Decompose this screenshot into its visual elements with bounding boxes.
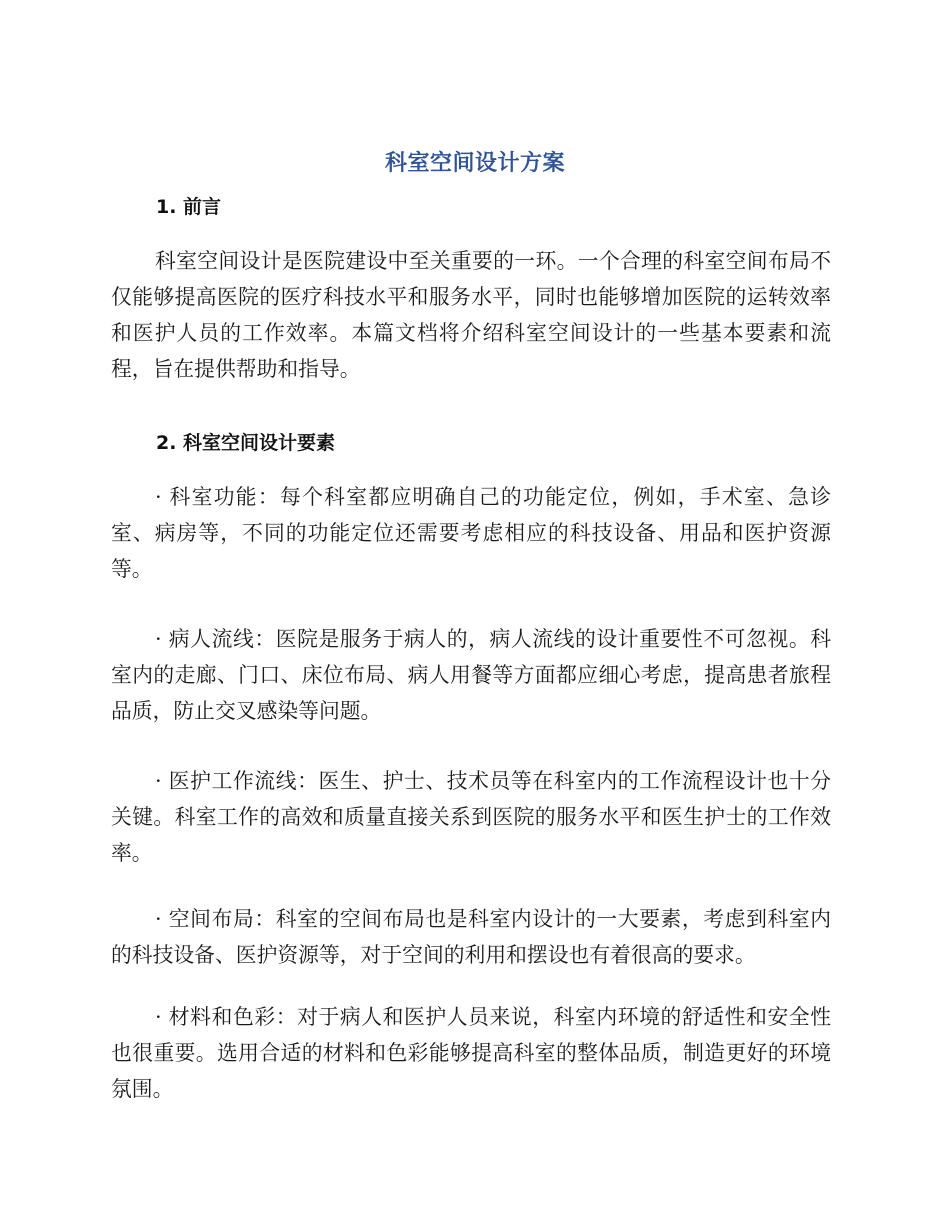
section-heading-preface: 1. 前言 bbox=[156, 196, 222, 218]
section-heading-design-elements: 2. 科室空间设计要素 bbox=[156, 432, 336, 454]
document-title: 科室空间设计方案 bbox=[384, 151, 565, 176]
element-paragraph-patient-flow: · 病人流线：医院是服务于病人的，病人流线的设计重要性不可忽视。科室内的走廊、门口、床位布局、病人用餐等方面都应细心考虑，提高患者旅程品质，防止交叉感染等问题。 bbox=[111, 627, 831, 723]
element-paragraph-function: · 科室功能：每个科室都应明确自己的功能定位，例如，手术室、急诊室、病房等，不同的功能定位还需要考虑相应的科技设备、用品和医护资源等。 bbox=[111, 485, 831, 581]
element-paragraph-materials-colors: · 材料和色彩：对于病人和医护人员来说，科室内环境的舒适性和安全性也很重要。选用合适的材料和色彩能够提高科室的整体品质，制造更好的环境氛围。 bbox=[111, 1005, 831, 1101]
preface-paragraph: 科室空间设计是医院建设中至关重要的一环。一个合理的科室空间布局不仅能够提高医院的医疗科技水平和服务水平，同时也能够增加医院的运转效率和医护人员的工作效率。本篇文档将介绍科室空间设计的一些基本要素和流程，旨在提供帮助和指导。 bbox=[111, 249, 831, 381]
element-paragraph-staff-workflow: · 医护工作流线：医生、护士、技术员等在科室内的工作流程设计也十分关键。科室工作的高效和质量直接关系到医院的服务水平和医生护士的工作效率。 bbox=[111, 769, 831, 865]
element-paragraph-space-layout: · 空间布局：科室的空间布局也是科室内设计的一大要素，考虑到科室内的科技设备、医护资源等，对于空间的利用和摆设也有着很高的要求。 bbox=[111, 907, 831, 967]
